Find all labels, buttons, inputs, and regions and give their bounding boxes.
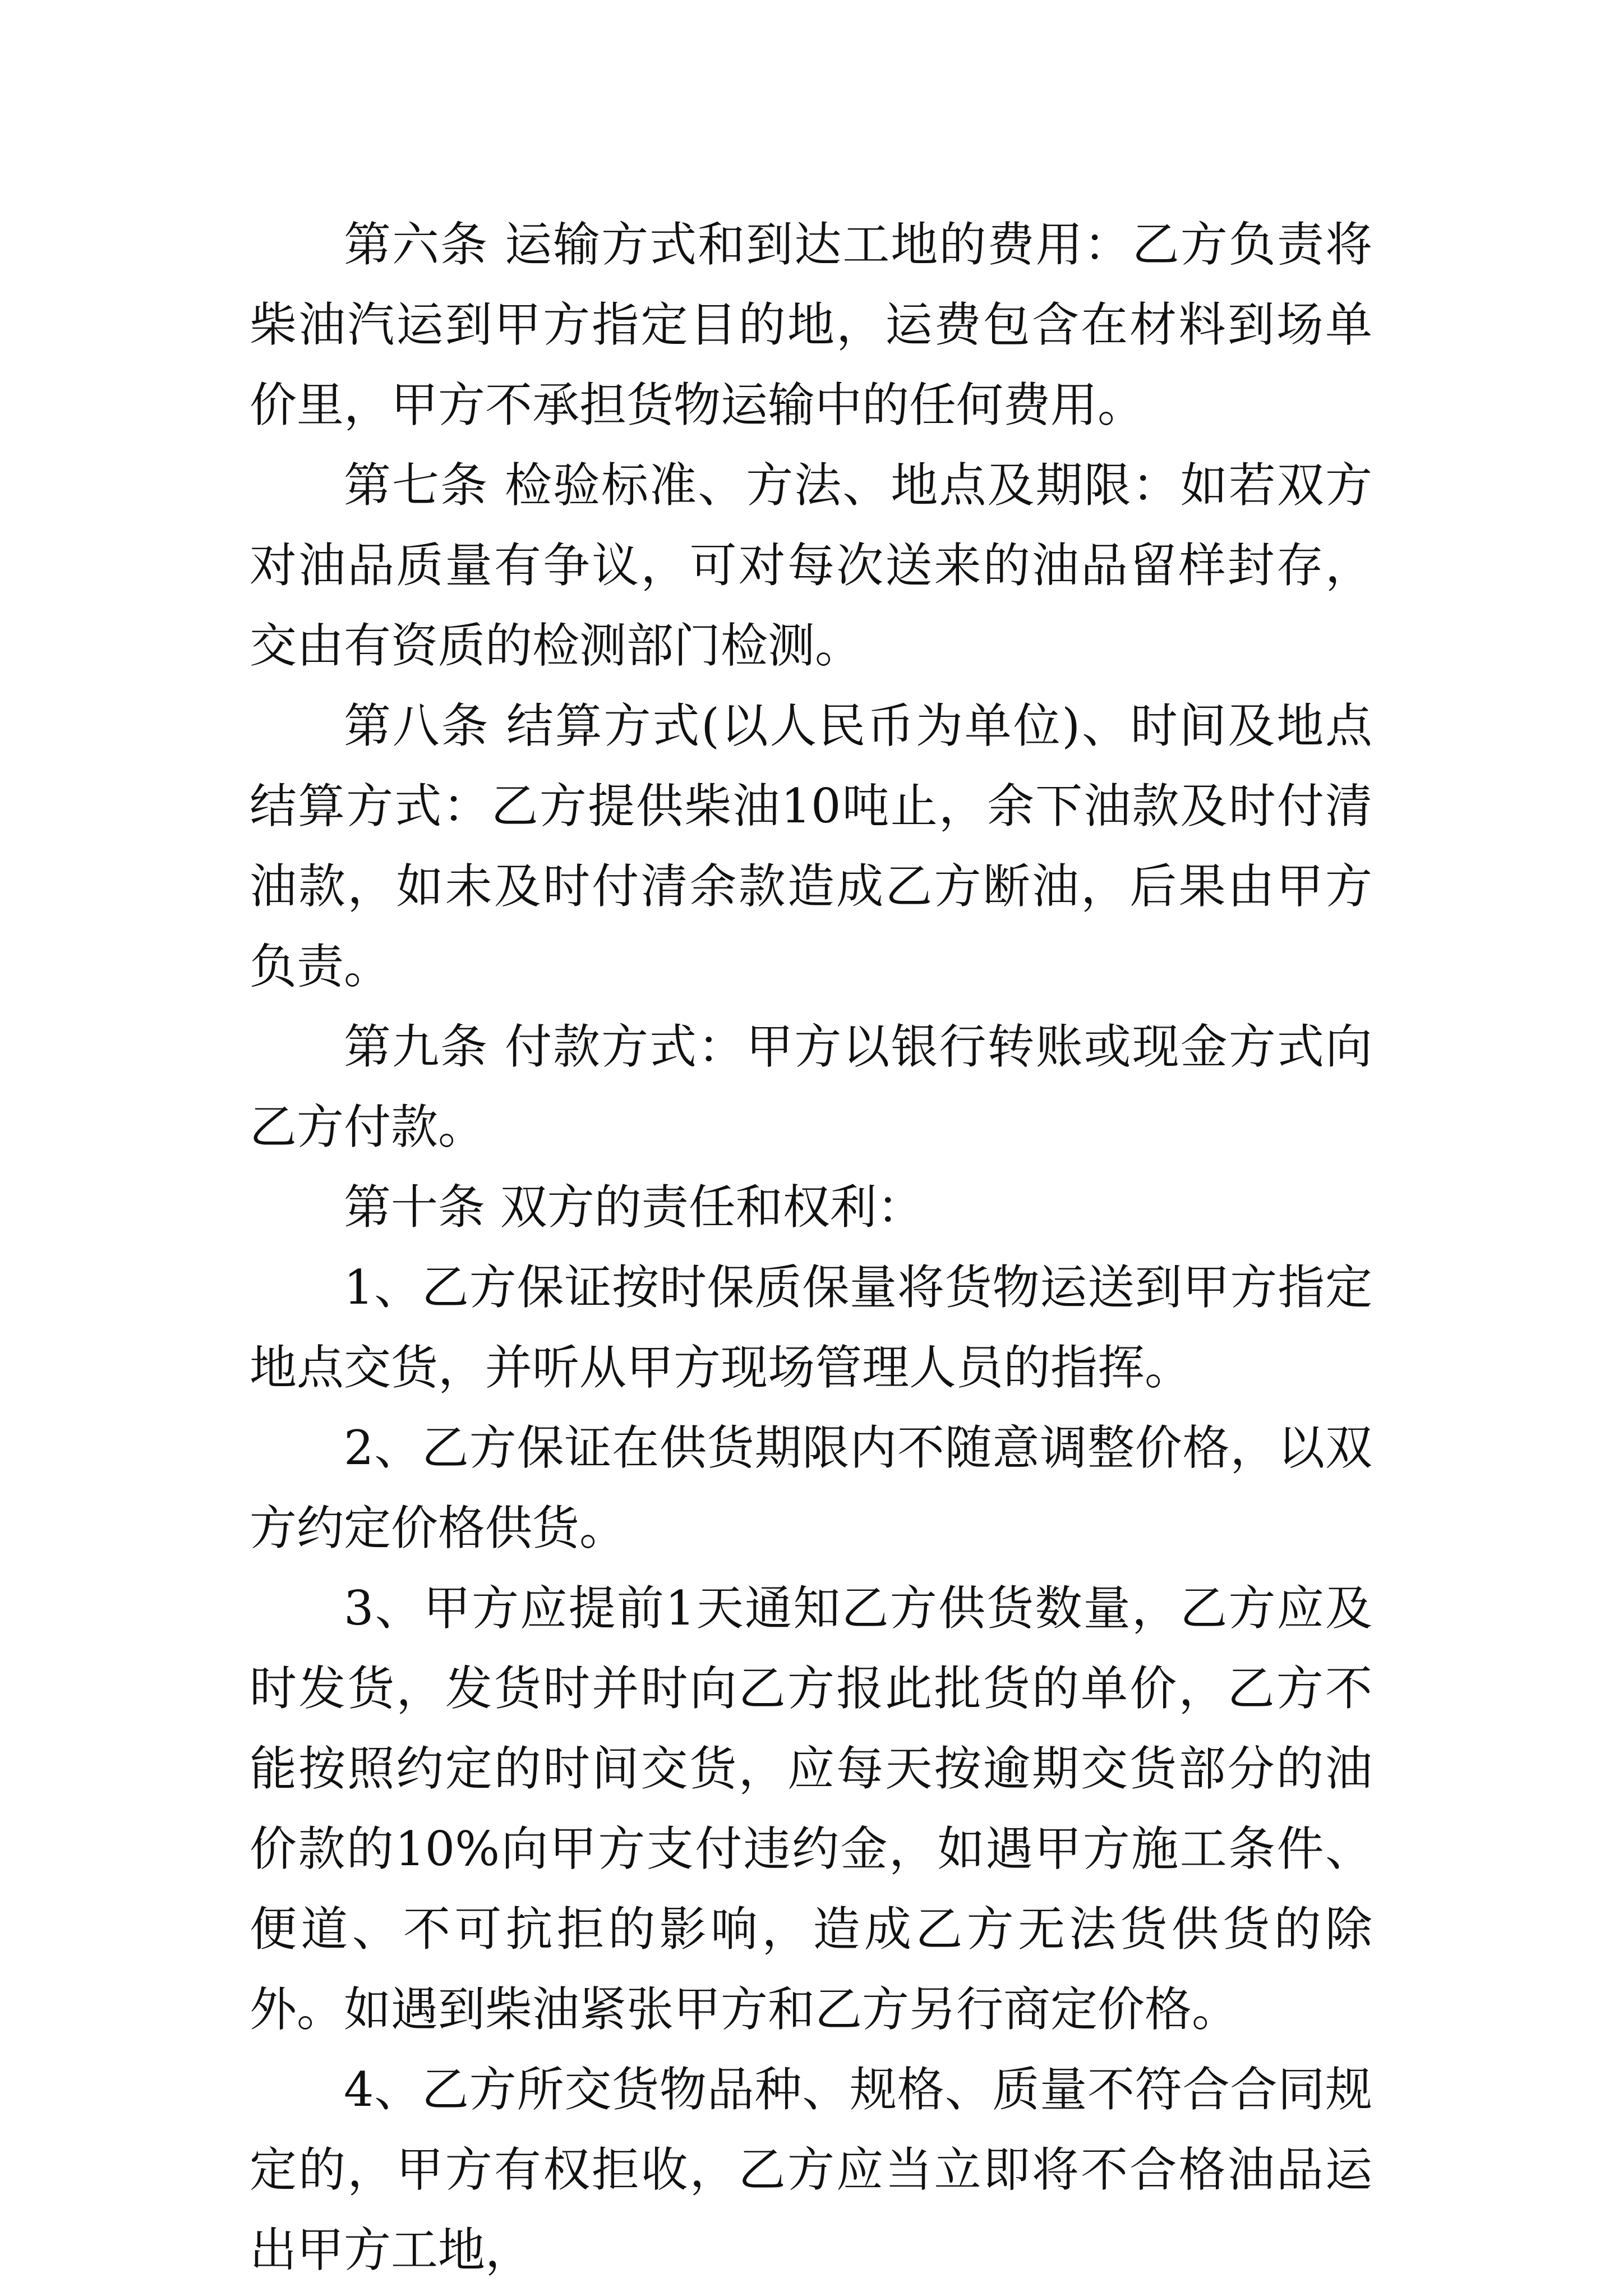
article-6-paragraph: 第六条 运输方式和到达工地的费用：乙方负责将柴油汽运到甲方指定目的地，运费包含在材料到场单价里，甲方不承担货物运输中的任何费用。: [250, 217, 1372, 432]
article-9-paragraph: 第九条 付款方式：甲方以银行转账或现金方式向乙方付款。: [250, 1019, 1372, 1154]
clause-3-paragraph: 3、甲方应提前1天通知乙方供货数量，乙方应及时发货，发货时并时向乙方报此批货的单价，乙方不能按照约定的时间交货，应每天按逾期交货部分的油价款的10%向甲方支付违约金，如遇甲方施工条件、便道、不可抗拒的影响，造成乙方无法货供货的除外。如遇到柴油紧张甲方和乙方另行商定价格。: [250, 1581, 1372, 2037]
clause-4-paragraph: 4、乙方所交货物品种、规格、质量不符合合同规定的，甲方有权拒收，乙方应当立即将不合格油品运出甲方工地，: [250, 2062, 1372, 2277]
article-7-paragraph: 第七条 检验标准、方法、地点及期限：如若双方对油品质量有争议，可对每次送来的油品留样封存，交由有资质的检测部门检测。: [250, 458, 1372, 673]
clause-1-paragraph: 1、乙方保证按时保质保量将货物运送到甲方指定地点交货，并听从甲方现场管理人员的指挥。: [250, 1260, 1372, 1395]
contract-body: [250, 205, 1372, 2290]
clause-2-paragraph: 2、乙方保证在供货期限内不随意调整价格，以双方约定价格供货。: [250, 1420, 1372, 1556]
article-10-heading: 第十条 双方的责任和权利：: [344, 1180, 924, 1235]
article-8-paragraph: 第八条 结算方式(以人民币为单位)、时间及地点结算方式：乙方提供柴油10吨止，余下油款及时付清油款，如未及时付清余款造成乙方断油，后果由甲方负责。: [250, 698, 1372, 994]
